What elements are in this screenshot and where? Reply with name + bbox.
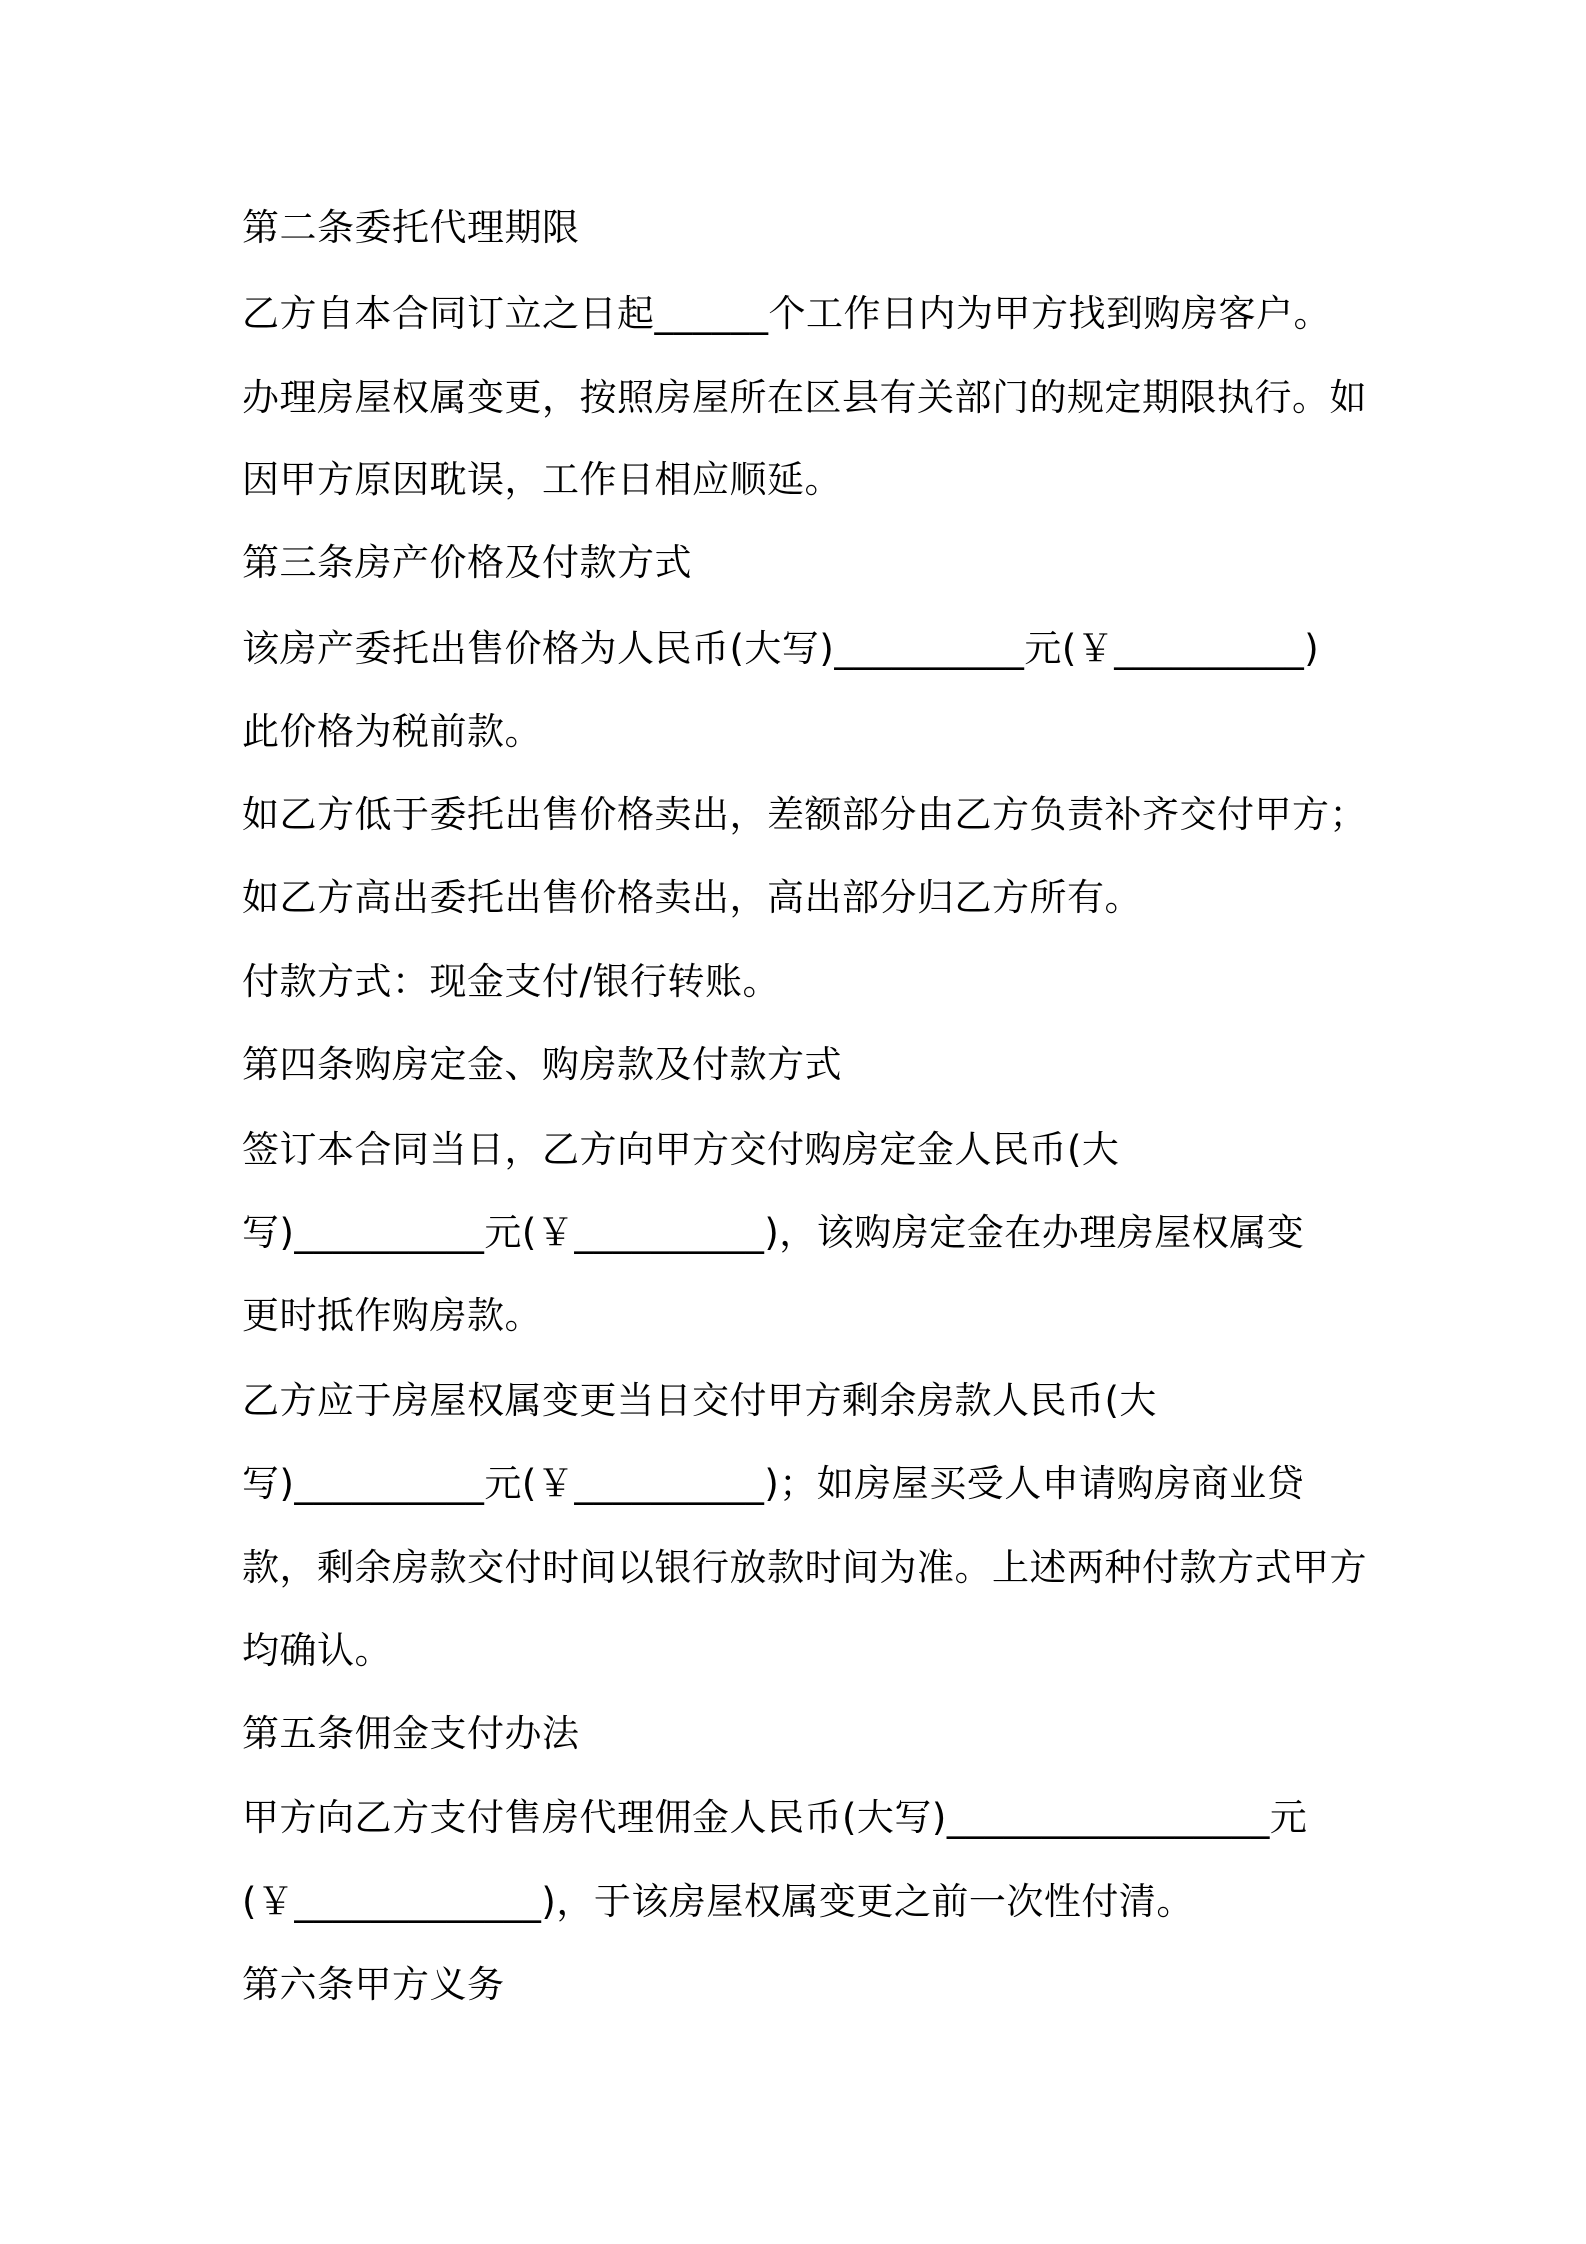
paragraph-line: 因甲方原因耽误，工作日相应顺延。 xyxy=(242,458,842,501)
paragraph-line: 该房产委托出售价格为人民币(大写)__________元(￥__________) xyxy=(242,627,1320,670)
paragraph-line: 付款方式：现金支付/银行转账。 xyxy=(242,960,780,1003)
paragraph-line: 款，剩余房款交付时间以银行放款时间为准。上述两种付款方式甲方 xyxy=(242,1546,1367,1589)
paragraph-line: 乙方自本合同订立之日起______个工作日内为甲方找到购房客户。 xyxy=(242,292,1331,335)
paragraph-line: 均确认。 xyxy=(242,1629,392,1672)
section-heading-4: 第四条购房定金、购房款及付款方式 xyxy=(242,1043,842,1086)
paragraph-line: 办理房屋权属变更，按照房屋所在区县有关部门的规定期限执行。如 xyxy=(242,376,1367,419)
section-heading-2: 第二条委托代理期限 xyxy=(242,206,580,249)
paragraph-line: 如乙方高出委托出售价格卖出，高出部分归乙方所有。 xyxy=(242,876,1142,919)
paragraph-line: 签订本合同当日，乙方向甲方交付购房定金人民币(大 xyxy=(242,1128,1120,1171)
paragraph-line: 更时抵作购房款。 xyxy=(242,1294,542,1337)
paragraph-line: 写)__________元(￥__________)；如房屋买受人申请购房商业贷 xyxy=(242,1462,1305,1505)
paragraph-line: 甲方向乙方支付售房代理佣金人民币(大写)_________________元 xyxy=(242,1796,1308,1839)
section-heading-3: 第三条房产价格及付款方式 xyxy=(242,541,692,584)
paragraph-line: 此价格为税前款。 xyxy=(242,710,542,753)
paragraph-line: 乙方应于房屋权属变更当日交付甲方剩余房款人民币(大 xyxy=(242,1379,1157,1422)
paragraph-line: 如乙方低于委托出售价格卖出，差额部分由乙方负责补齐交付甲方； xyxy=(242,793,1367,836)
section-heading-6: 第六条甲方义务 xyxy=(242,1963,505,2006)
paragraph-line: 写)__________元(￥__________)，该购房定金在办理房屋权属变 xyxy=(242,1211,1305,1254)
section-heading-5: 第五条佣金支付办法 xyxy=(242,1712,580,1755)
paragraph-line: (￥_____________)，于该房屋权属变更之前一次性付清。 xyxy=(242,1880,1194,1923)
